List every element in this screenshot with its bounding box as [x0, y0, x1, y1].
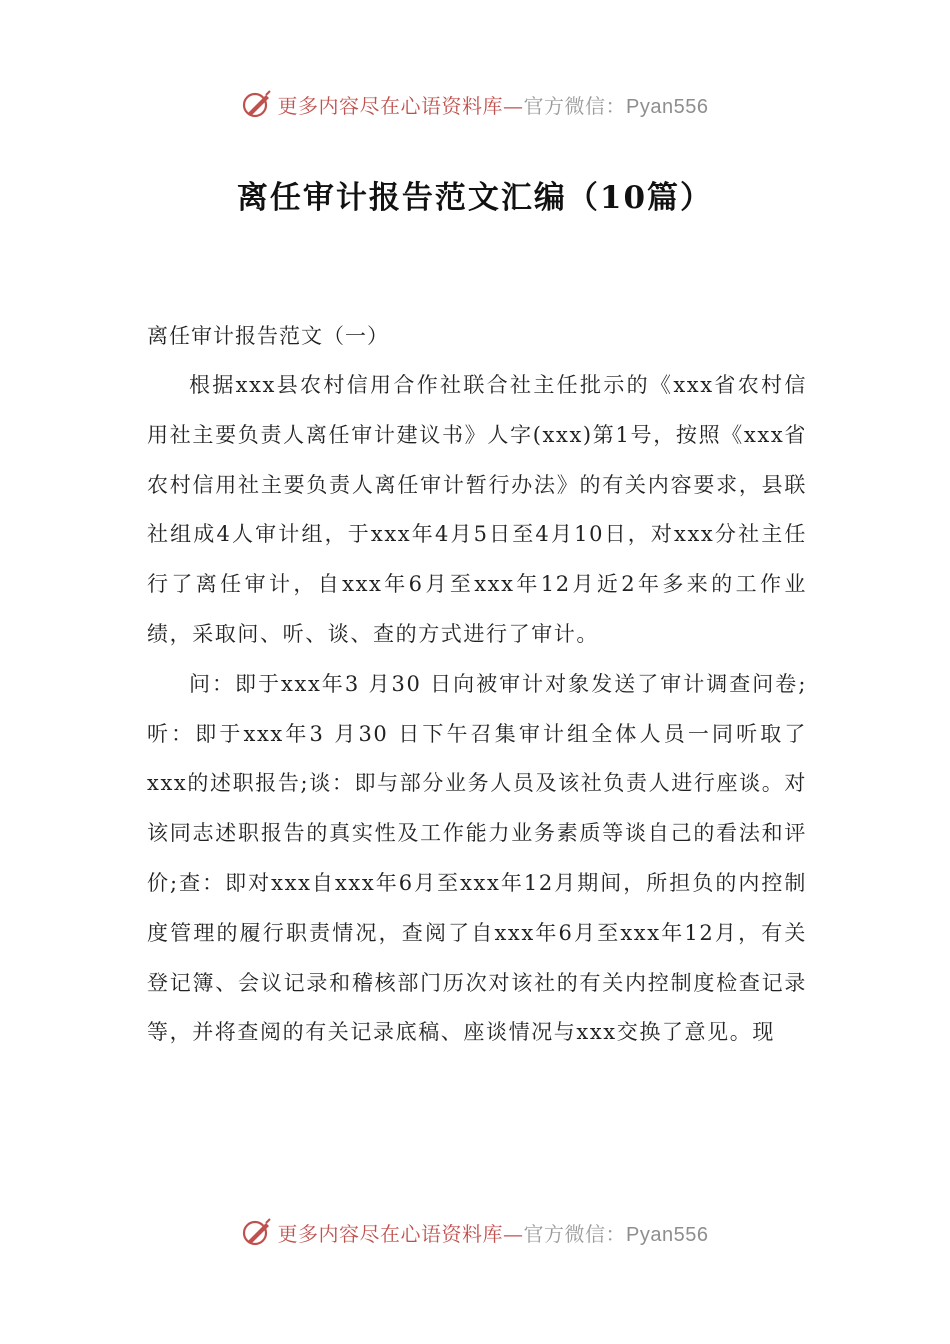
- footer-banner-wechat-id: Pyan556: [626, 1223, 709, 1246]
- document-title: 离任审计报告范文汇编（10篇）: [236, 180, 714, 216]
- paragraph-1: 根据xxx县农村信用合作社联合社主任批示的《xxx省农村信用社主要负责人离任审计建议书》人字(xxx)第1号，按照《xxx省农村信用社主要负责人离任审计暂行办法》的有关内容要求，县联社组成4人审计组，于xxx年4月5日至4月10日，对xxx分社主任行了离任审计，自xxx年6月至xxx年12月近2年多来的工作业绩，采取问、听、谈、查的方式进行了审计。: [147, 373, 807, 646]
- header-banner-title: 更多内容尽在心语资料库—: [277, 93, 524, 118]
- footer-banner-text: [278, 1218, 709, 1247]
- pen-logo-icon: [242, 89, 272, 119]
- paragraph-2: 问：即于xxx年3 月30 日向被审计对象发送了审计调查问卷;听：即于xxx年3 月30 日下午召集审计组全体人员一同听取了xxx的述职报告;谈：即与部分业务人员及该社负责人进行座谈。对该同志述职报告的真实性及工作能力业务素质等谈自己的看法和评价;查：即对xxx自xxx年6月至xxx年12月期间，所担负的内控制度管理的履行职责情况，查阅了自xxx年6月至xxx年12月，有关登记簿、会议记录和稽核部门历次对该社的有关内控制度检查记录等，并将查阅的有关记录底稿、座谈情况与xxx交换了意见。现: [147, 671, 807, 1045]
- footer-banner-wechat-label: 官方微信：: [523, 1221, 627, 1246]
- document-body: [147, 312, 807, 1058]
- header-banner-wechat-label: 官方微信：: [523, 93, 627, 118]
- header-banner-text: [278, 90, 709, 119]
- header-banner: [0, 84, 950, 124]
- pen-logo-icon: [242, 1217, 272, 1247]
- section-heading: 离任审计报告范文（一）: [147, 324, 389, 348]
- footer-banner-title: 更多内容尽在心语资料库—: [277, 1221, 524, 1246]
- header-banner-wechat-id: Pyan556: [626, 95, 709, 118]
- footer-banner: [0, 1212, 950, 1252]
